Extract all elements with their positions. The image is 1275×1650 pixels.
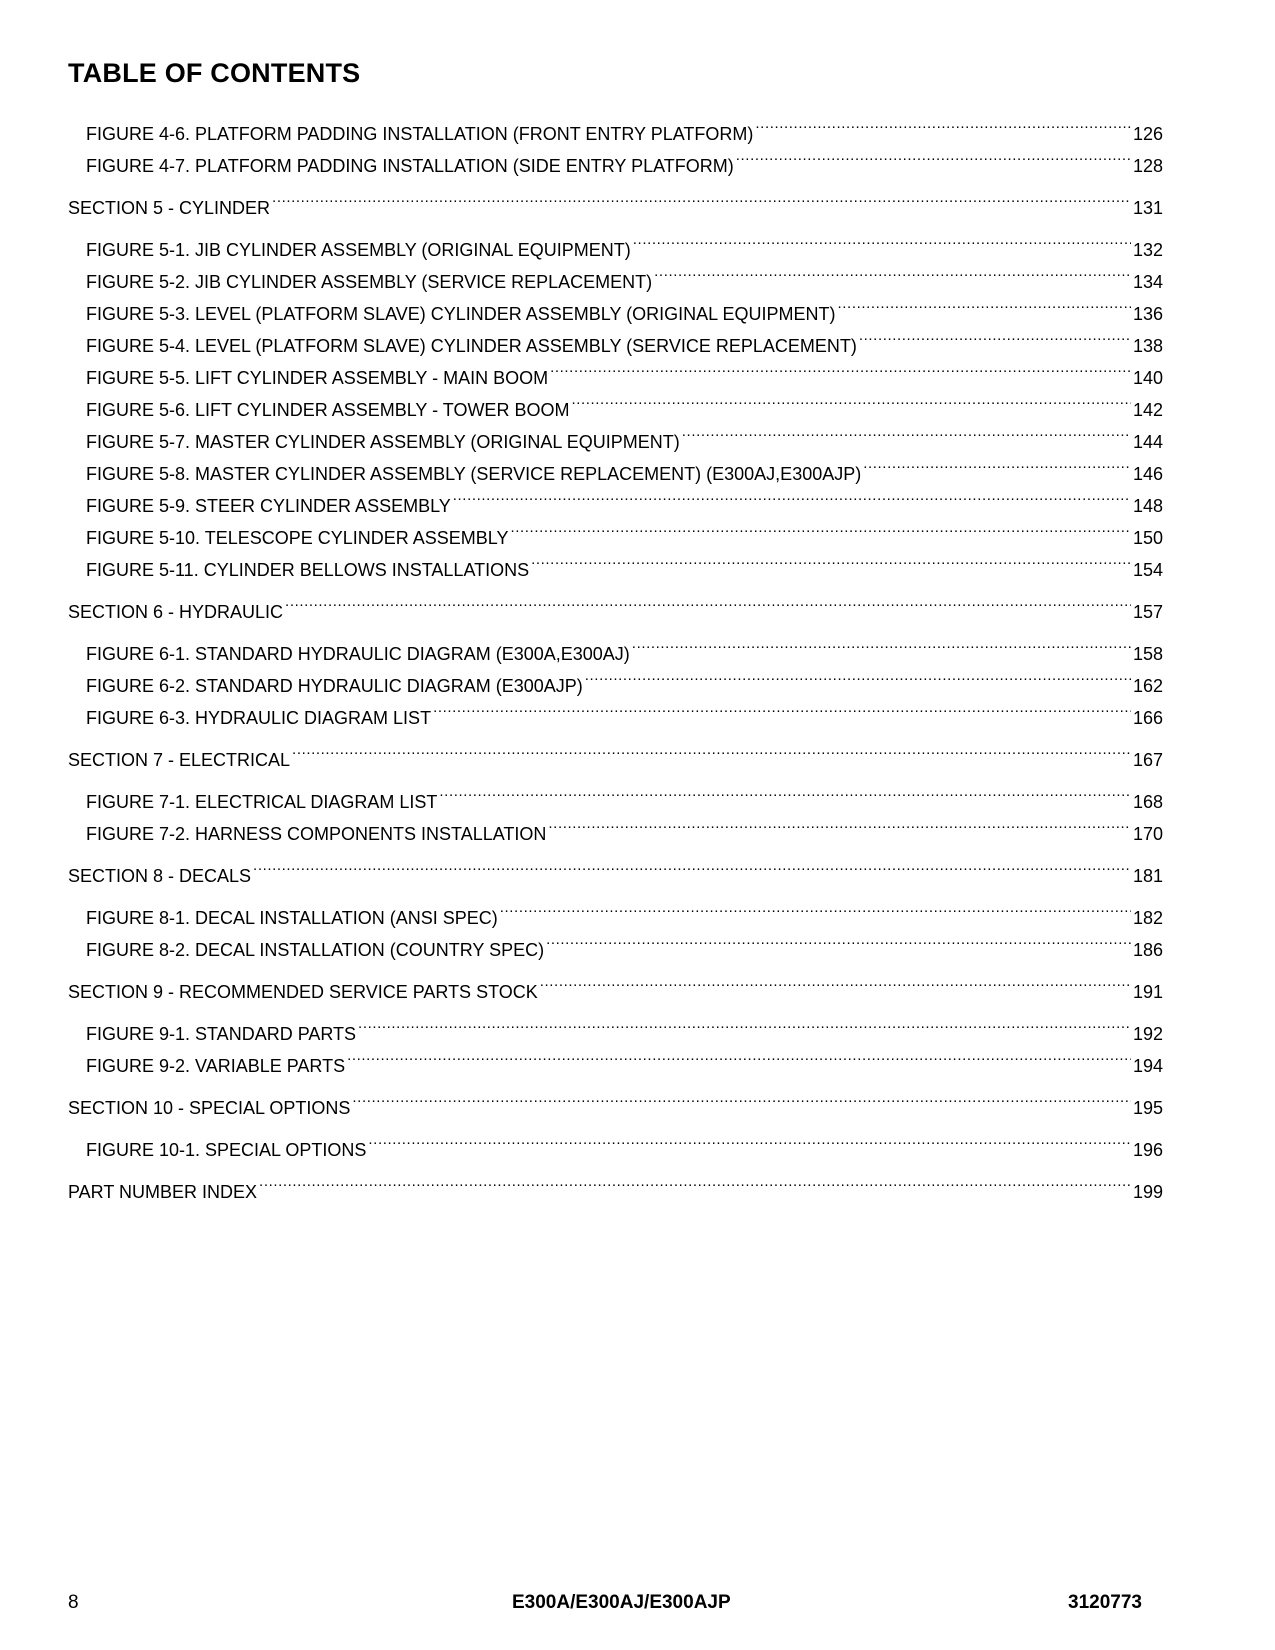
dot-leader [368, 1124, 1131, 1156]
toc-entry-label: SECTION 9 - RECOMMENDED SERVICE PARTS STOCK [68, 982, 538, 1002]
toc-entry-label: FIGURE 5-1. JIB CYLINDER ASSEMBLY (ORIGINAL EQUIPMENT) [86, 240, 631, 260]
dot-leader [548, 808, 1131, 840]
toc-entry-label: FIGURE 5-7. MASTER CYLINDER ASSEMBLY (ORIGINAL EQUIPMENT) [86, 432, 680, 452]
table-of-contents [68, 108, 1163, 1208]
dot-leader [500, 892, 1131, 924]
dot-leader [347, 1040, 1131, 1072]
toc-entry-label: FIGURE 7-1. ELECTRICAL DIAGRAM LIST [86, 792, 438, 812]
toc-section-entry[interactable] [68, 850, 1163, 886]
toc-entry-label: FIGURE 9-1. STANDARD PARTS [86, 1024, 357, 1044]
dot-leader [433, 692, 1131, 724]
dot-leader [755, 108, 1131, 140]
footer-model: E300A/E300AJ/E300AJP [512, 1592, 731, 1613]
toc-entry-label: FIGURE 8-2. DECAL INSTALLATION (COUNTRY SPEC) [86, 940, 545, 960]
dot-leader [632, 628, 1131, 660]
toc-entry-page-number: 157 [1132, 602, 1163, 622]
toc-entry-page-number: 128 [1132, 156, 1163, 176]
toc-entry-label: FIGURE 5-4. LEVEL (PLATFORM SLAVE) CYLINDER ASSEMBLY (SERVICE REPLACEMENT) [86, 336, 857, 356]
toc-entry-page-number: 186 [1132, 940, 1163, 960]
toc-entry-page-number: 138 [1132, 336, 1163, 356]
dot-leader [272, 182, 1131, 214]
toc-entry-page-number: 191 [1132, 982, 1163, 1002]
toc-entry-page-number: 131 [1132, 198, 1163, 218]
toc-entry-label: SECTION 5 - CYLINDER [68, 198, 271, 218]
toc-entry-page-number: 136 [1132, 304, 1163, 324]
dot-leader [453, 480, 1131, 512]
dot-leader [550, 352, 1131, 384]
toc-entry-page-number: 142 [1132, 400, 1163, 420]
dot-leader [863, 448, 1131, 480]
dot-leader [259, 1166, 1131, 1198]
toc-figure-entry[interactable] [68, 1008, 1163, 1044]
dot-leader [531, 544, 1131, 576]
dot-leader [292, 734, 1131, 766]
toc-figure-entry[interactable] [68, 628, 1163, 664]
toc-entry-page-number: 195 [1132, 1098, 1163, 1118]
toc-entry-label: FIGURE 5-6. LIFT CYLINDER ASSEMBLY - TOWER BOOM [86, 400, 570, 420]
toc-entry-page-number: 170 [1132, 824, 1163, 844]
dot-leader [682, 416, 1131, 448]
toc-entry-page-number: 166 [1132, 708, 1163, 728]
toc-entry-label: FIGURE 5-11. CYLINDER BELLOWS INSTALLATIONS [86, 560, 530, 580]
toc-entry-label: FIGURE 10-1. SPECIAL OPTIONS [86, 1140, 367, 1160]
toc-entry-page-number: 150 [1132, 528, 1163, 548]
toc-entry-label: SECTION 10 - SPECIAL OPTIONS [68, 1098, 351, 1118]
toc-entry-page-number: 196 [1132, 1140, 1163, 1160]
toc-section-entry[interactable] [68, 966, 1163, 1002]
toc-entry-label: FIGURE 8-1. DECAL INSTALLATION (ANSI SPEC) [86, 908, 498, 928]
toc-entry-label: FIGURE 5-3. LEVEL (PLATFORM SLAVE) CYLINDER ASSEMBLY (ORIGINAL EQUIPMENT) [86, 304, 836, 324]
toc-figure-entry[interactable] [68, 776, 1163, 812]
dot-leader [736, 140, 1131, 172]
toc-entry-label: FIGURE 6-2. STANDARD HYDRAULIC DIAGRAM (E300AJP) [86, 676, 583, 696]
toc-entry-label: SECTION 7 - ELECTRICAL [68, 750, 291, 770]
toc-entry-page-number: 194 [1132, 1056, 1163, 1076]
toc-entry-page-number: 181 [1132, 866, 1163, 886]
toc-entry-page-number: 168 [1132, 792, 1163, 812]
toc-entry-label: FIGURE 4-6. PLATFORM PADDING INSTALLATION (FRONT ENTRY PLATFORM) [86, 124, 754, 144]
toc-section-entry[interactable] [68, 586, 1163, 622]
toc-figure-entry[interactable] [68, 892, 1163, 928]
toc-entry-page-number: 167 [1132, 750, 1163, 770]
dot-leader [571, 384, 1131, 416]
toc-entry-page-number: 146 [1132, 464, 1163, 484]
toc-entry-page-number: 144 [1132, 432, 1163, 452]
dot-leader [654, 256, 1131, 288]
toc-entry-page-number: 199 [1132, 1182, 1163, 1202]
toc-figure-entry[interactable] [68, 1124, 1163, 1160]
toc-entry-label: FIGURE 5-5. LIFT CYLINDER ASSEMBLY - MAIN BOOM [86, 368, 549, 388]
dot-leader [859, 320, 1131, 352]
toc-entry-label: SECTION 8 - DECALS [68, 866, 252, 886]
toc-figure-entry[interactable] [68, 224, 1163, 260]
footer-doc-number: 3120773 [1068, 1592, 1142, 1613]
toc-entry-page-number: 162 [1132, 676, 1163, 696]
toc-entry-page-number: 148 [1132, 496, 1163, 516]
page-title: TABLE OF CONTENTS [68, 58, 361, 88]
toc-entry-label: FIGURE 6-3. HYDRAULIC DIAGRAM LIST [86, 708, 432, 728]
toc-entry-page-number: 182 [1132, 908, 1163, 928]
dot-leader [546, 924, 1131, 956]
toc-entry-page-number: 132 [1132, 240, 1163, 260]
toc-entry-label: FIGURE 5-10. TELESCOPE CYLINDER ASSEMBLY [86, 528, 509, 548]
toc-entry-label: FIGURE 5-9. STEER CYLINDER ASSEMBLY [86, 496, 451, 516]
toc-entry-label: FIGURE 5-8. MASTER CYLINDER ASSEMBLY (SERVICE REPLACEMENT) (E300AJ,E300AJP) [86, 464, 862, 484]
toc-entry-page-number: 140 [1132, 368, 1163, 388]
toc-section-entry[interactable] [68, 1082, 1163, 1118]
dot-leader [253, 850, 1131, 882]
dot-leader [285, 586, 1131, 618]
dot-leader [510, 512, 1130, 544]
toc-entry-label: FIGURE 5-2. JIB CYLINDER ASSEMBLY (SERVICE REPLACEMENT) [86, 272, 653, 292]
toc-section-entry[interactable] [68, 734, 1163, 770]
toc-entry-page-number: 134 [1132, 272, 1163, 292]
toc-entry-label: PART NUMBER INDEX [68, 1182, 258, 1202]
footer-page-number: 8 [68, 1592, 79, 1613]
toc-entry-page-number: 192 [1132, 1024, 1163, 1044]
toc-figure-entry[interactable] [68, 108, 1163, 144]
toc-entry-label: SECTION 6 - HYDRAULIC [68, 602, 284, 622]
dot-leader [633, 224, 1131, 256]
dot-leader [358, 1008, 1131, 1040]
toc-section-entry[interactable] [68, 182, 1163, 218]
toc-entry-label: FIGURE 6-1. STANDARD HYDRAULIC DIAGRAM (E300A,E300AJ) [86, 644, 630, 664]
dot-leader [439, 776, 1131, 808]
toc-entry-page-number: 126 [1132, 124, 1163, 144]
dot-leader [540, 966, 1131, 998]
toc-entry-label: FIGURE 7-2. HARNESS COMPONENTS INSTALLATION [86, 824, 547, 844]
toc-section-entry[interactable] [68, 1166, 1163, 1202]
toc-entry-label: FIGURE 4-7. PLATFORM PADDING INSTALLATION (SIDE ENTRY PLATFORM) [86, 156, 734, 176]
dot-leader [838, 288, 1131, 320]
toc-entry-label: FIGURE 9-2. VARIABLE PARTS [86, 1056, 346, 1076]
toc-entry-page-number: 158 [1132, 644, 1163, 664]
dot-leader [352, 1082, 1131, 1114]
dot-leader [585, 660, 1131, 692]
toc-entry-page-number: 154 [1132, 560, 1163, 580]
